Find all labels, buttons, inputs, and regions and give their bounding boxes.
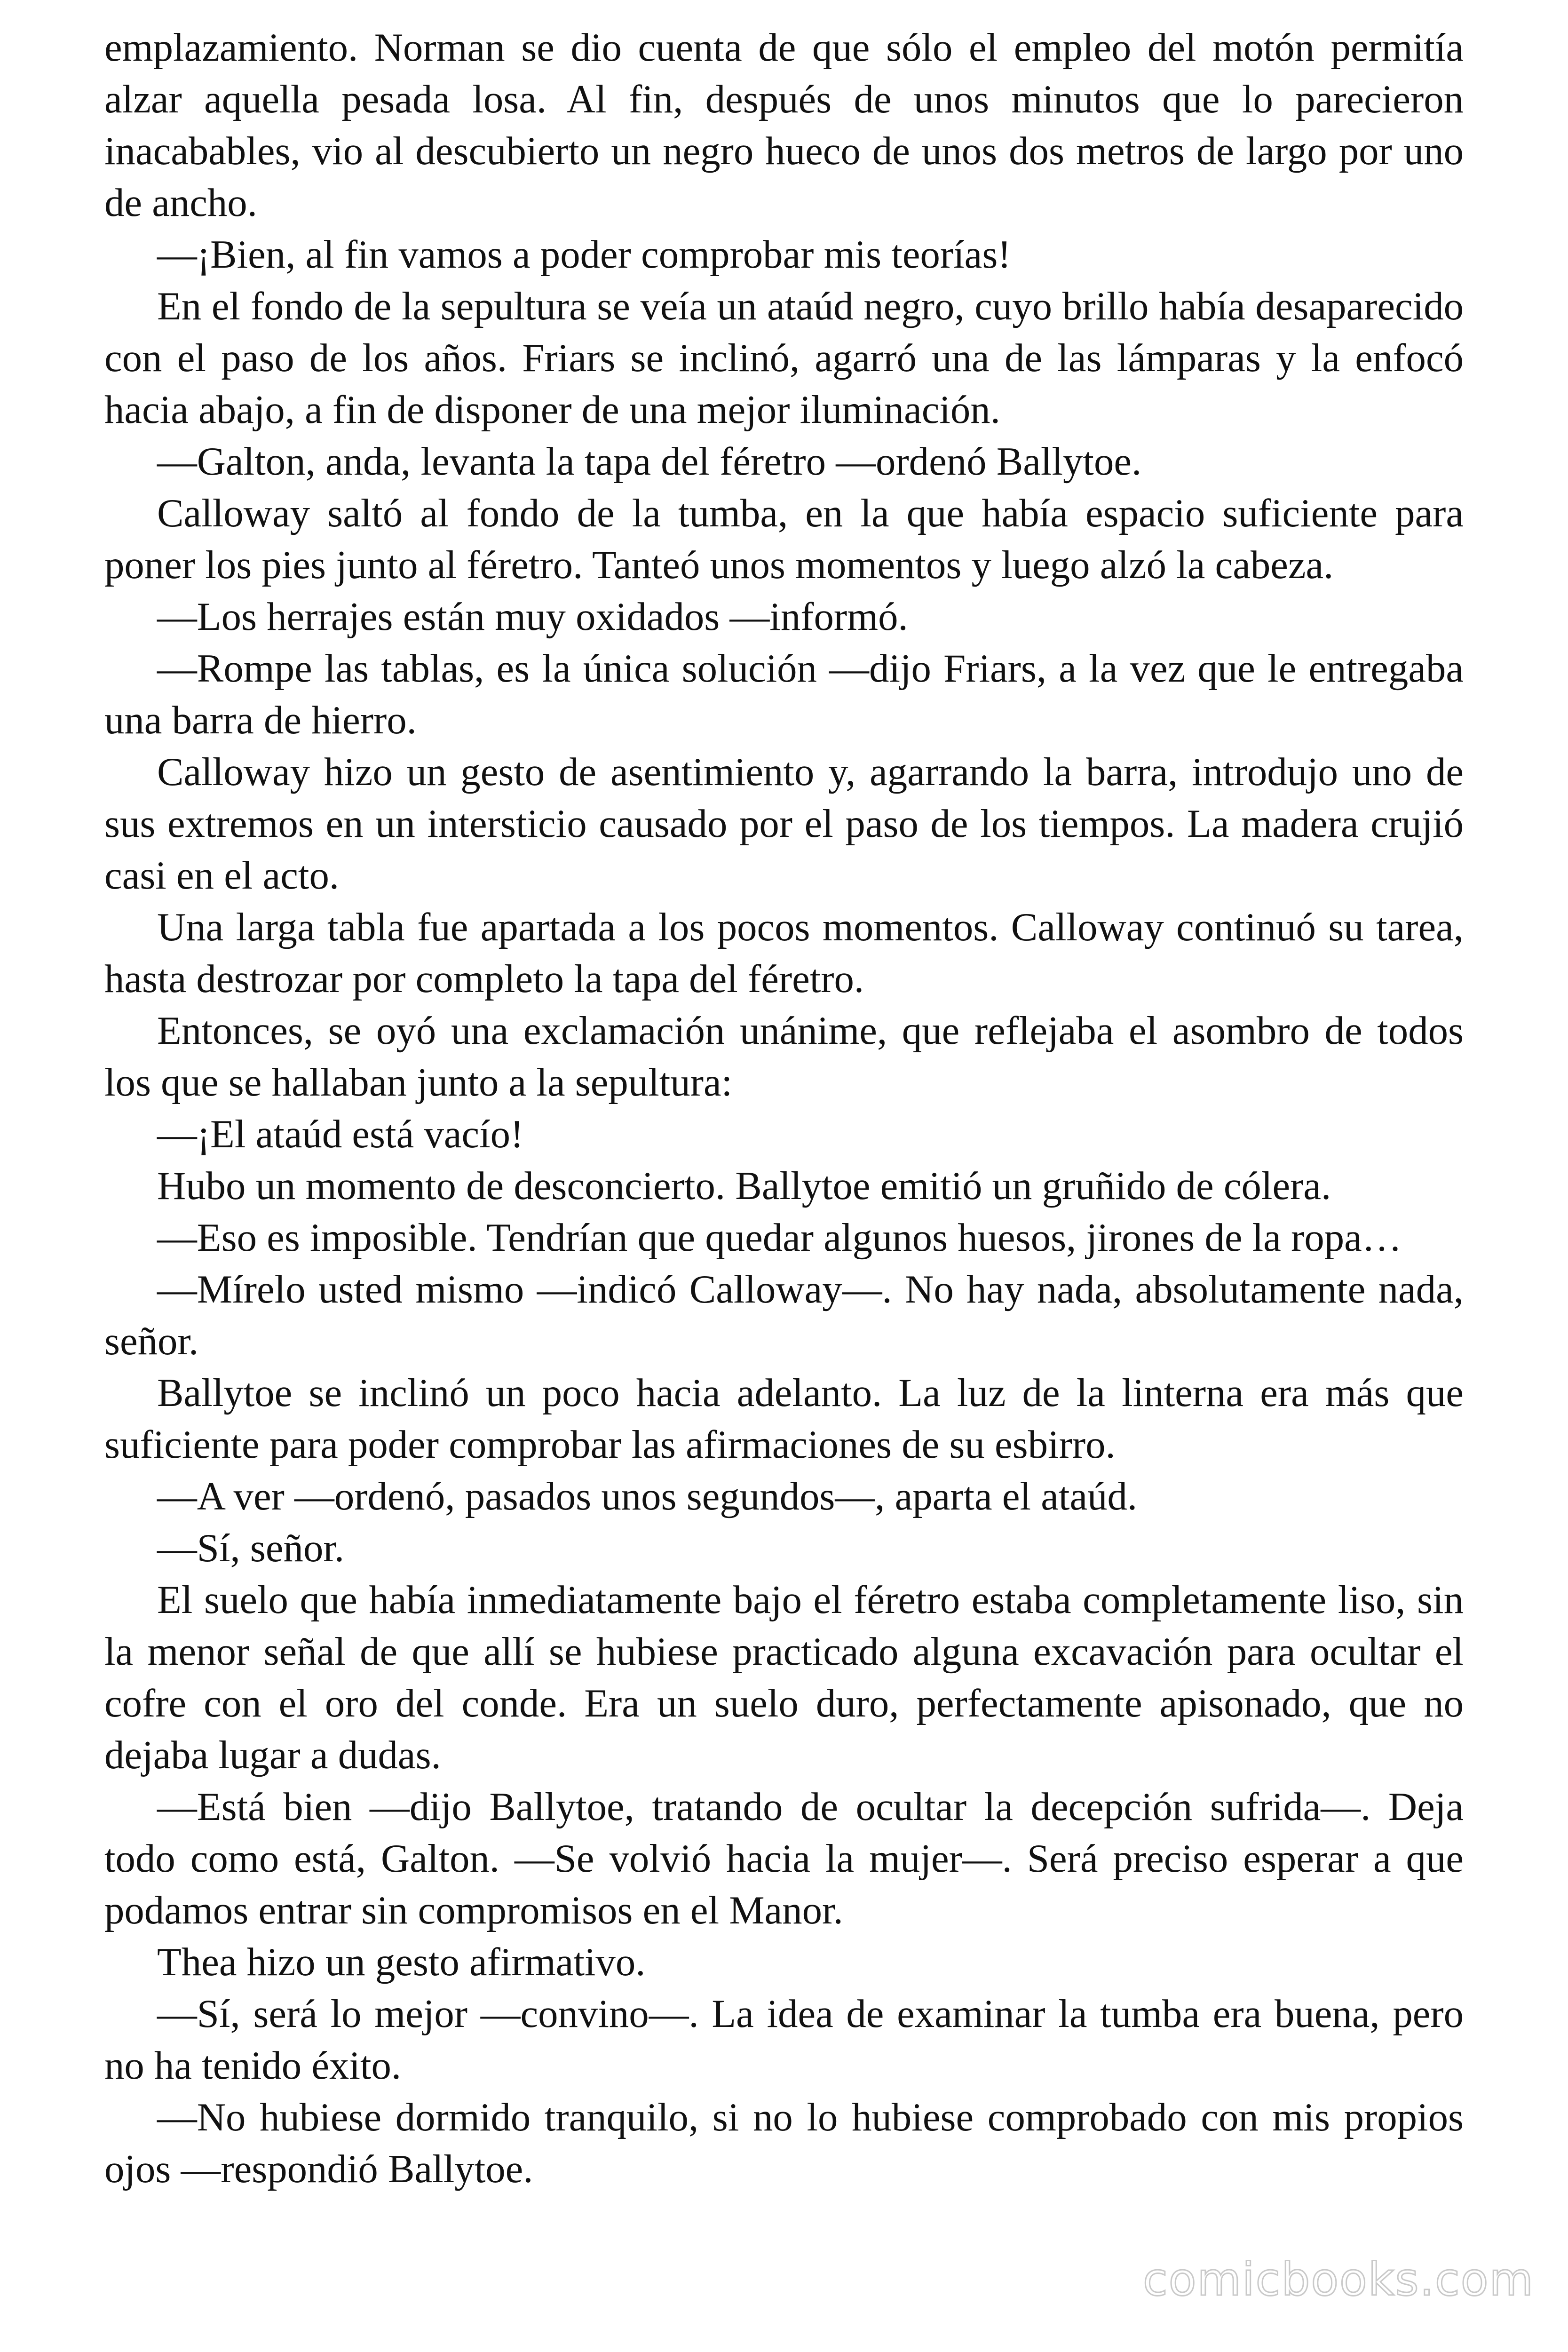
paragraph: —¡El ataúd está vacío! [157, 1112, 524, 1156]
watermark: comicbooks.com [1142, 2253, 1534, 2306]
paragraph: —Mírelo usted mismo —indicó Calloway—. No hay nada, absolutamente nada, señor. [104, 1267, 1464, 1363]
paragraph: —Rompe las tablas, es la única solución —dijo Friars, a la vez que le entregaba una barra de hierro. [104, 646, 1464, 742]
paragraph: —Los herrajes están muy oxidados —informó. [157, 595, 908, 639]
paragraph: —Eso es imposible. Tendrían que quedar algunos huesos, jirones de la ropa… [157, 1216, 1402, 1260]
paragraph: Ballytoe se inclinó un poco hacia adelanto. La luz de la linterna era más que suficiente para poder comprobar las afirmaciones de su esbirro. [104, 1371, 1464, 1467]
paragraph: En el fondo de la sepultura se veía un ataúd negro, cuyo brillo había desaparecido con el paso de los años. Friars se inclinó, agarró una de las lámparas y la enfocó hacia abajo, a fin de disponer de una mejor iluminación. [104, 284, 1464, 432]
paragraph: —¡Bien, al fin vamos a poder comprobar mis teorías! [157, 232, 1011, 277]
paragraph: —Sí, será lo mejor —convino—. La idea de examinar la tumba era buena, pero no ha tenido éxito. [104, 1992, 1464, 2088]
paragraph: —Galton, anda, levanta la tapa del féretro —ordenó Ballytoe. [157, 439, 1142, 484]
paragraph: Una larga tabla fue apartada a los pocos momentos. Calloway continuó su tarea, hasta destrozar por completo la tapa del féretro. [104, 905, 1464, 1001]
paragraph: Thea hizo un gesto afirmativo. [157, 1940, 646, 1984]
paragraph: Calloway saltó al fondo de la tumba, en la que había espacio suficiente para poner los pies junto al féretro. Tanteó unos momentos y luego alzó la cabeza. [104, 491, 1464, 587]
paragraph: emplazamiento. Norman se dio cuenta de que sólo el empleo del motón permitía alzar aquella pesada losa. Al fin, después de unos minutos que lo parecieron inacabables, vio al descubierto un negro hueco de unos dos metros de largo por uno de ancho. [104, 25, 1464, 225]
paragraph: Calloway hizo un gesto de asentimiento y, agarrando la barra, introdujo uno de sus extremos en un intersticio causado por el paso de los tiempos. La madera crujió casi en el acto. [104, 750, 1464, 898]
paragraph: —Está bien —dijo Ballytoe, tratando de ocultar la decepción sufrida—. Deja todo como está, Galton. —Se volvió hacia la mujer—. Será preciso esperar a que podamos entrar sin compromisos en el Manor. [104, 1785, 1464, 1932]
page-body [104, 22, 1464, 2195]
paragraph: Entonces, se oyó una exclamación unánime, que reflejaba el asombro de todos los que se hallaban junto a la sepultura: [104, 1009, 1464, 1104]
paragraph: —No hubiese dormido tranquilo, si no lo hubiese comprobado con mis propios ojos —respondió Ballytoe. [104, 2095, 1464, 2191]
paragraph: —A ver —ordenó, pasados unos segundos—, aparta el ataúd. [157, 1474, 1138, 1518]
paragraph: —Sí, señor. [157, 1526, 345, 1570]
paragraph: El suelo que había inmediatamente bajo el féretro estaba completamente liso, sin la menor señal de que allí se hubiese practicado alguna excavación para ocultar el cofre con el oro del conde. Era un suelo duro, perfectamente apisonado, que no dejaba lugar a dudas. [104, 1578, 1464, 1777]
paragraph: Hubo un momento de desconcierto. Ballytoe emitió un gruñido de cólera. [157, 1164, 1331, 1208]
